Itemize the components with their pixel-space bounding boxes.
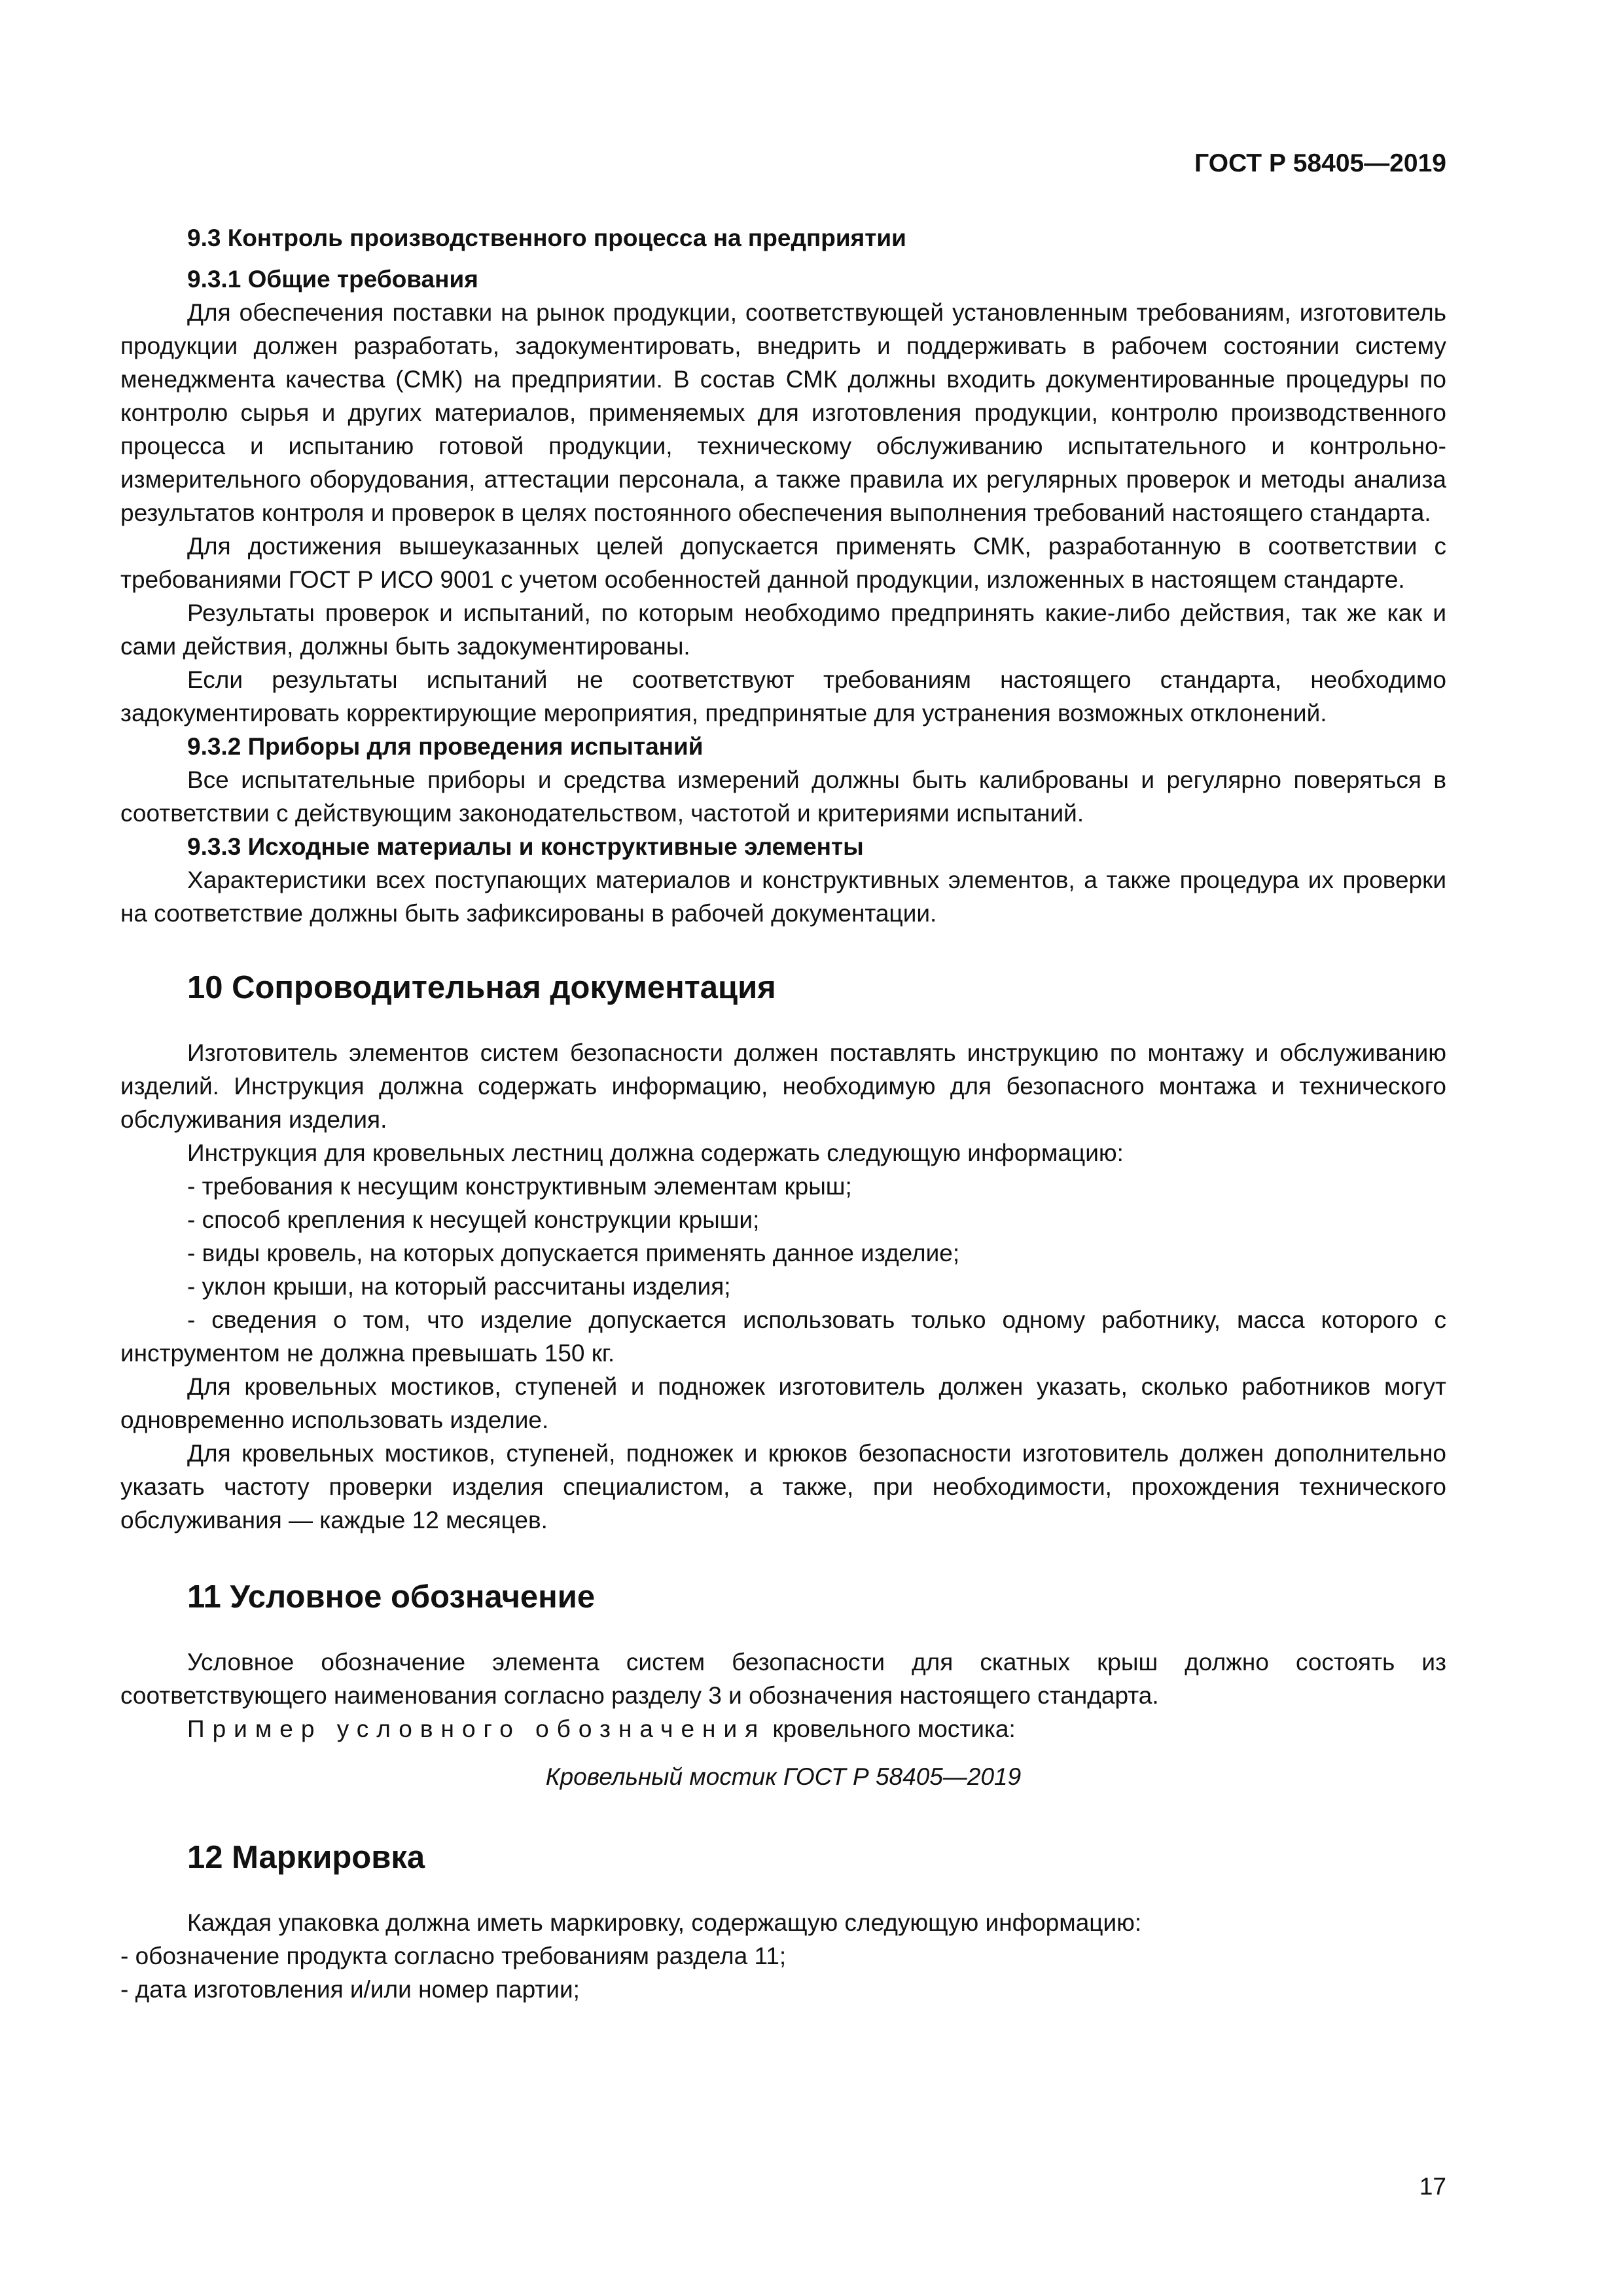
section-9-3-1-heading: 9.3.1 Общие требования <box>187 266 478 293</box>
example-line <box>120 1712 1446 1746</box>
paragraph: Условное обозначение элемента систем безопасности для скатных крыш должно состоять из соответствующего наименования согласно разделу 3 и обозначения настоящего стандарта. <box>120 1649 1446 1709</box>
list-item: - сведения о том, что изделие допускается использовать только одному работнику, масса которого с инструментом не должна превышать 150 кг. <box>120 1306 1446 1367</box>
paragraph: Для обеспечения поставки на рынок продукции, соответствующей установленным требованиям, изготовитель продукции должен разработать, задокументировать, внедрить и поддерживать в рабочем состоянии систему менеджмента качества (СМК) на предприятии. В состав СМК должны входить документированные процедуры по контролю сырья и других материалов, применяемых для изготовления продукции, контролю производственного процесса и испытанию готовой продукции, техническому обслуживанию испытательного и контрольно-измерительного оборудования, аттестации персонала, а также правила их регулярных проверок и методы анализа результатов контроля и проверок в целях постоянного обеспечения выполнения требований настоящего стандарта. <box>120 299 1446 526</box>
example-label: Пример условного обозначения <box>187 1715 766 1742</box>
paragraph: Характеристики всех поступающих материалов и конструктивных элементов, а также процедура их проверки на соответствие должны быть зафиксированы в рабочей документации. <box>120 867 1446 927</box>
section-9-3-3-heading: 9.3.3 Исходные материалы и конструктивные элементы <box>187 833 864 860</box>
paragraph: Каждая упаковка должна иметь маркировку, содержащую следующую информацию: <box>187 1909 1142 1936</box>
example-designation: Кровельный мостик ГОСТ Р 58405—2019 <box>545 1763 1022 1790</box>
list-item: - уклон крыши, на который рассчитаны изделия; <box>187 1273 731 1300</box>
example-suffix: кровельного мостика: <box>766 1715 1016 1742</box>
list-item: - требования к несущим конструктивным элементам крыш; <box>187 1173 852 1200</box>
document-body <box>120 221 1446 2006</box>
paragraph: Для достижения вышеуказанных целей допускается применять СМК, разработанную в соответствии с требованиями ГОСТ Р ИСО 9001 с учетом особенностей данной продукции, изложенных в настоящем стандарте. <box>120 533 1446 593</box>
paragraph: Для кровельных мостиков, ступеней, подножек и крюков безопасности изготовитель должен дополнительно указать частоту проверки изделия специалистом, а также, при необходимости, прохождения технического обслуживания — каждые 12 месяцев. <box>120 1440 1446 1534</box>
section-10-heading: 10 Сопроводительная документация <box>187 970 776 1005</box>
list-item: - способ крепления к несущей конструкции крыши; <box>187 1206 760 1233</box>
section-11-heading: 11 Условное обозначение <box>187 1579 596 1615</box>
paragraph: Результаты проверок и испытаний, по которым необходимо предпринять какие-либо действия, так же как и сами действия, должны быть задокументированы. <box>120 600 1446 660</box>
paragraph: Все испытательные приборы и средства измерений должны быть калиброваны и регулярно поверяться в соответствии с действующим законодательством, частотой и критериями испытаний. <box>120 766 1446 827</box>
list-item: - обозначение продукта согласно требованиям раздела 11; <box>120 1943 787 1969</box>
section-9-3-heading: 9.3 Контроль производственного процесса на предприятии <box>187 224 906 251</box>
paragraph: Для кровельных мостиков, ступеней и подножек изготовитель должен указать, сколько работников могут одновременно использовать изделие. <box>120 1373 1446 1433</box>
list-item: - дата изготовления и/или номер партии; <box>120 1976 580 2003</box>
list-item: - виды кровель, на которых допускается применять данное изделие; <box>187 1240 960 1266</box>
standard-code: ГОСТ Р 58405—2019 <box>1194 149 1446 177</box>
page-number: 17 <box>1419 2173 1446 2200</box>
paragraph: Если результаты испытаний не соответствуют требованиям настоящего стандарта, необходимо задокументировать корректирующие мероприятия, предпринятые для устранения возможных отклонений. <box>120 666 1446 726</box>
paragraph: Изготовитель элементов систем безопасности должен поставлять инструкцию по монтажу и обслуживанию изделий. Инструкция должна содержать информацию, необходимую для безопасного монтажа и технического обслуживания изделия. <box>120 1039 1446 1133</box>
section-9-3-2-heading: 9.3.2 Приборы для проведения испытаний <box>187 733 704 760</box>
section-12-heading: 12 Маркировка <box>187 1840 425 1875</box>
paragraph: Инструкция для кровельных лестниц должна содержать следующую информацию: <box>187 1139 1124 1166</box>
